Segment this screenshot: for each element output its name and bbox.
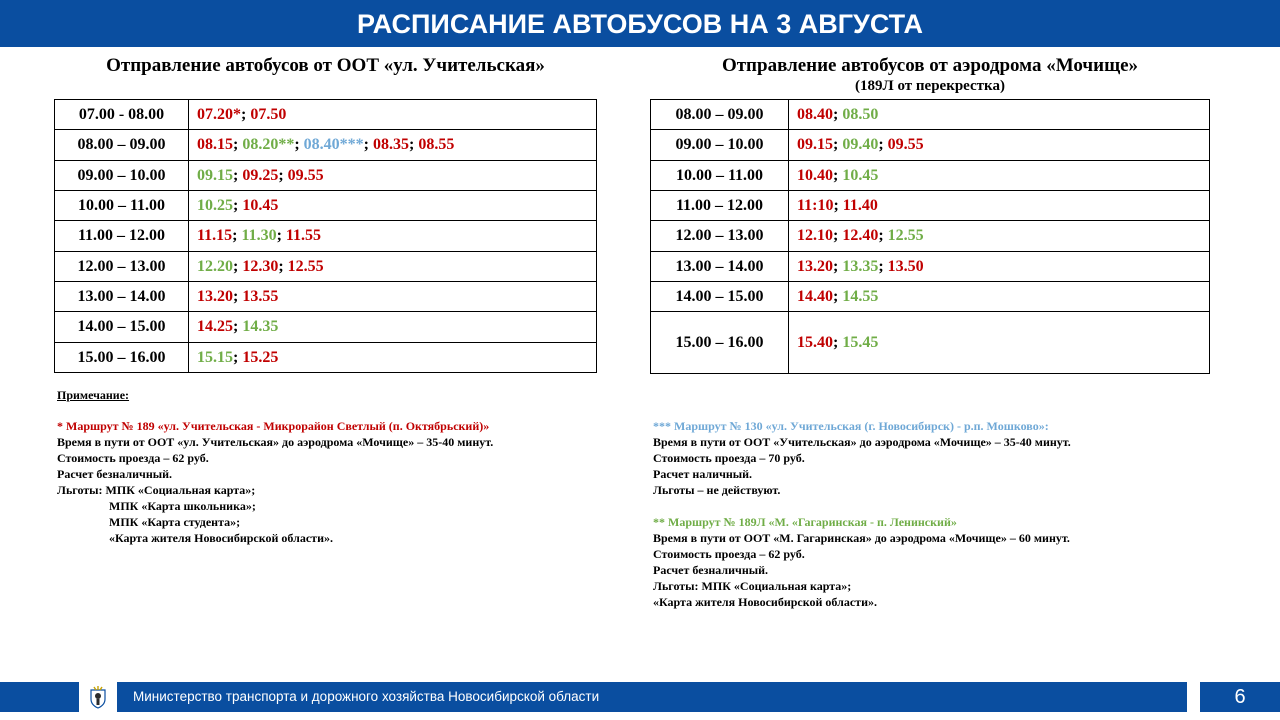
schedule-row <box>651 100 1210 130</box>
departure-time: 07.50 <box>250 105 287 123</box>
schedule-row <box>651 130 1210 161</box>
time-slot: 13.00 – 14.00 <box>55 282 189 312</box>
schedule-row <box>55 282 597 312</box>
note-line: «Карта жителя Новосибирской области». <box>109 531 333 545</box>
schedule-row <box>55 312 597 343</box>
notes-heading: Примечание: <box>57 388 130 402</box>
departure-times: 14.40; 14.55 <box>789 282 1210 312</box>
schedule-row <box>55 252 597 282</box>
schedule-row <box>651 221 1210 252</box>
departure-times: 13.20; 13.35; 13.50 <box>789 252 1210 282</box>
page-title: РАСПИСАНИЕ АВТОБУСОВ НА 3 АВГУСТА <box>0 0 1280 47</box>
note-line: МПК «Карта студента»; <box>109 515 241 529</box>
departure-time: 10.45 <box>842 166 879 184</box>
departure-times: 11:10; 11.40 <box>789 191 1210 221</box>
time-slot: 09.00 – 10.00 <box>651 130 789 161</box>
notes-right <box>653 418 1071 610</box>
note-spacer <box>653 498 1071 514</box>
departure-time: 12.40 <box>842 227 879 244</box>
schedule-row <box>55 161 597 191</box>
departure-time: 08.35 <box>372 136 409 153</box>
departure-times: 07.20*; 07.50 <box>189 100 597 130</box>
note-line: «Карта жителя Новосибирской области». <box>653 595 877 609</box>
departure-time: 09.15 <box>197 166 233 184</box>
departure-time: 14.35 <box>242 318 279 335</box>
departure-times: 14.25; 14.35 <box>189 312 597 343</box>
departure-time: 13.55 <box>242 287 279 305</box>
time-slot: 10.00 – 11.00 <box>55 191 189 221</box>
schedule-row <box>55 100 597 130</box>
departure-time: 09.55 <box>287 166 324 184</box>
note-line: Стоимость проезда – 62 руб. <box>653 547 805 561</box>
time-slot: 10.00 – 11.00 <box>651 161 789 191</box>
departure-time: 14.55 <box>842 287 879 305</box>
departure-time: 13.50 <box>887 257 924 275</box>
schedule-row <box>651 191 1210 221</box>
time-slot: 15.00 – 16.00 <box>651 312 789 374</box>
time-slot: 15.00 – 16.00 <box>55 343 189 373</box>
note-line: Стоимость проезда – 62 руб. <box>57 451 209 465</box>
schedule-row <box>55 191 597 221</box>
departure-time: 15.45 <box>842 333 879 351</box>
time-slot: 12.00 – 13.00 <box>651 221 789 252</box>
departure-times: 12.10; 12.40; 12.55 <box>789 221 1210 252</box>
departure-times: 10.40; 10.45 <box>789 161 1210 191</box>
departure-time: 15.40 <box>797 333 833 351</box>
schedule-row <box>651 312 1210 374</box>
departure-time: 13.20 <box>797 257 833 275</box>
departure-time: 12.55 <box>287 257 324 275</box>
departure-times: 08.40; 08.50 <box>789 100 1210 130</box>
note-line: Льготы: МПК «Социальная карта»; <box>57 483 256 497</box>
departure-time: 11.55 <box>285 227 322 244</box>
schedule-row <box>651 282 1210 312</box>
departure-time: 15.15 <box>197 348 233 366</box>
coat-of-arms-icon <box>79 682 117 712</box>
note-line: Расчет безналичный. <box>653 563 769 577</box>
departure-time: 08.40 <box>797 105 833 123</box>
right-schedule-table <box>650 99 1210 374</box>
time-slot: 13.00 – 14.00 <box>651 252 789 282</box>
departure-time: 10.25 <box>197 196 233 214</box>
departure-time: 13.35 <box>842 257 879 275</box>
departure-time: 08.40*** <box>303 136 364 153</box>
note-line: Расчет наличный. <box>653 467 753 481</box>
schedule-row <box>651 161 1210 191</box>
departure-time: 08.20** <box>242 136 295 153</box>
departure-time: 09.40 <box>842 136 879 153</box>
page-number: 6 <box>1200 682 1280 712</box>
departure-time: 09.55 <box>887 136 924 153</box>
time-slot: 08.00 – 09.00 <box>651 100 789 130</box>
note-line: Льготы: МПК «Социальная карта»; <box>653 579 852 593</box>
time-slot: 14.00 – 15.00 <box>55 312 189 343</box>
departure-time: 14.40 <box>797 287 833 305</box>
departure-time: 11.30 <box>241 227 277 244</box>
note-line: ** Маршрут № 189Л «М. «Гагаринская - п. Ленинский» <box>653 515 957 529</box>
note-line: Время в пути от ООТ «М. Гагаринская» до аэродрома «Мочище» – 60 минут. <box>653 531 1070 545</box>
departure-time: 08.50 <box>842 105 879 123</box>
departure-time: 10.40 <box>797 166 833 184</box>
departure-time: 13.20 <box>197 287 233 305</box>
note-line: * Маршрут № 189 «ул. Учительская - Микрорайон Светлый (п. Октябрьский)» <box>57 419 490 433</box>
note-line: *** Маршрут № 130 «ул. Учительская (г. Новосибирск) - р.п. Мошково»: <box>653 419 1049 433</box>
note-line: Стоимость проезда – 70 руб. <box>653 451 805 465</box>
right-column-subtitle: (189Л от перекрестка) <box>855 78 1005 94</box>
departure-times: 09.15; 09.40; 09.55 <box>789 130 1210 161</box>
note-line: Время в пути от ООТ «ул. Учительская» до аэродрома «Мочище» – 35-40 минут. <box>57 435 494 449</box>
left-schedule-table <box>54 99 597 373</box>
time-slot: 12.00 – 13.00 <box>55 252 189 282</box>
departure-time: 12.30 <box>242 257 279 275</box>
departure-time: 08.55 <box>418 136 455 153</box>
departure-time: 10.45 <box>242 196 279 214</box>
time-slot: 07.00 - 08.00 <box>55 100 189 130</box>
ministry-name: Министерство транспорта и дорожного хозяйства Новосибирской области <box>133 689 600 704</box>
departure-time: 14.25 <box>197 318 233 335</box>
time-slot: 08.00 – 09.00 <box>55 130 189 161</box>
time-slot: 11.00 – 12.00 <box>55 221 189 252</box>
departure-time: 12.10 <box>797 227 833 244</box>
departure-times: 08.15; 08.20**; 08.40***; 08.35; 08.55 <box>189 130 597 161</box>
departure-time: 12.55 <box>887 227 924 244</box>
departure-time: 11:10 <box>797 196 834 214</box>
departure-times: 12.20; 12.30; 12.55 <box>189 252 597 282</box>
schedule-row <box>55 221 597 252</box>
time-slot: 14.00 – 15.00 <box>651 282 789 312</box>
note-line: МПК «Карта школьника»; <box>109 499 256 513</box>
notes-left <box>57 418 493 546</box>
note-line: Льготы – не действуют. <box>653 483 781 497</box>
departure-times: 10.25; 10.45 <box>189 191 597 221</box>
departure-time: 09.25 <box>242 166 279 184</box>
departure-time: 12.20 <box>197 257 233 275</box>
departure-time: 07.20* <box>197 105 241 123</box>
right-column-title: Отправление автобусов от аэродрома «Мочище» <box>721 55 1139 76</box>
schedule-row <box>55 130 597 161</box>
departure-time: 08.15 <box>197 136 233 153</box>
note-line: Расчет безналичный. <box>57 467 173 481</box>
departure-times: 11.15; 11.30; 11.55 <box>189 221 597 252</box>
departure-times: 15.15; 15.25 <box>189 343 597 373</box>
schedule-row <box>55 343 597 373</box>
time-slot: 09.00 – 10.00 <box>55 161 189 191</box>
note-line: Время в пути от ООТ «Учительская» до аэродрома «Мочище» – 35-40 минут. <box>653 435 1071 449</box>
departure-times: 09.15; 09.25; 09.55 <box>189 161 597 191</box>
departure-time: 15.25 <box>242 348 279 366</box>
departure-times: 13.20; 13.55 <box>189 282 597 312</box>
departure-times: 15.40; 15.45 <box>789 312 1210 374</box>
time-slot: 11.00 – 12.00 <box>651 191 789 221</box>
departure-time: 09.15 <box>797 136 833 153</box>
schedule-row <box>651 252 1210 282</box>
left-column-title: Отправление автобусов от ООТ «ул. Учительская» <box>106 55 545 76</box>
departure-time: 11.40 <box>842 196 878 214</box>
departure-time: 11.15 <box>197 227 233 244</box>
